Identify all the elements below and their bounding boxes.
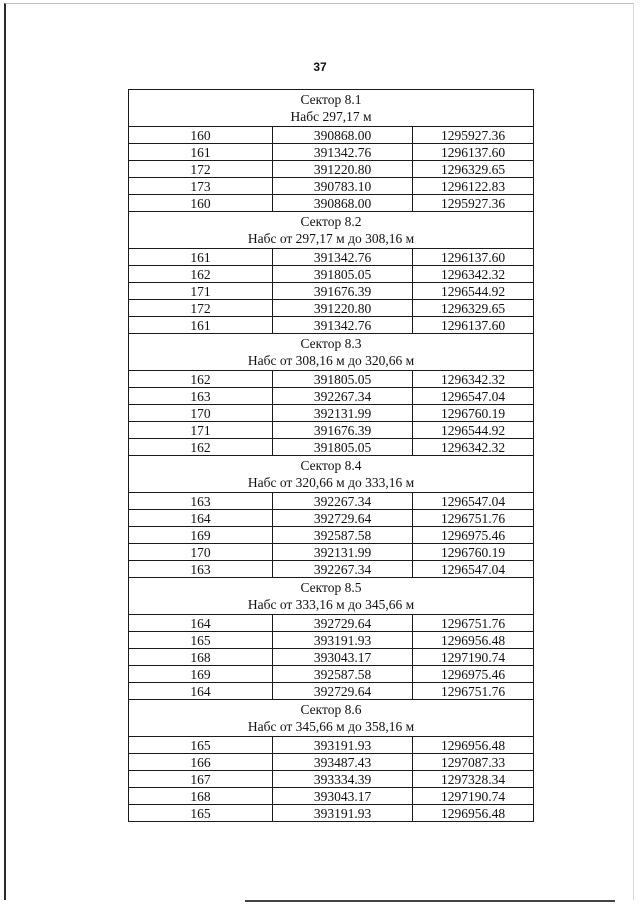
point-number-cell: 162 bbox=[129, 371, 273, 388]
point-number-cell: 169 bbox=[129, 666, 273, 683]
x-coordinate-cell: 392729.64 bbox=[273, 615, 413, 632]
sector-height-label: Набс 297,17 м bbox=[290, 109, 372, 124]
y-coordinate-cell: 1296975.46 bbox=[413, 527, 534, 544]
x-coordinate-cell: 390868.00 bbox=[273, 195, 413, 212]
sector-header-cell bbox=[129, 212, 534, 249]
x-coordinate-cell: 393334.39 bbox=[273, 771, 413, 788]
sector-height-label: Набс от 320,66 м до 333,16 м bbox=[247, 475, 415, 490]
x-coordinate-cell: 391676.39 bbox=[273, 422, 413, 439]
table-row bbox=[129, 195, 534, 212]
sector-name: Сектор 8.2 bbox=[300, 214, 362, 229]
point-number-cell: 161 bbox=[129, 317, 273, 334]
x-coordinate-cell: 391805.05 bbox=[273, 266, 413, 283]
point-number-cell: 169 bbox=[129, 527, 273, 544]
x-coordinate-cell: 392729.64 bbox=[273, 683, 413, 700]
y-coordinate-cell: 1296751.76 bbox=[413, 510, 534, 527]
table-row bbox=[129, 805, 534, 822]
table-row bbox=[129, 510, 534, 527]
table-row bbox=[129, 144, 534, 161]
y-coordinate-cell: 1296137.60 bbox=[413, 317, 534, 334]
table-row bbox=[129, 388, 534, 405]
x-coordinate-cell: 392131.99 bbox=[273, 405, 413, 422]
table-row bbox=[129, 666, 534, 683]
table-row bbox=[129, 405, 534, 422]
y-coordinate-cell: 1296956.48 bbox=[413, 737, 534, 754]
y-coordinate-cell: 1295927.36 bbox=[413, 195, 534, 212]
point-number-cell: 166 bbox=[129, 754, 273, 771]
sector-height-label: Набс от 345,66 м до 358,16 м bbox=[247, 719, 415, 734]
point-number-cell: 173 bbox=[129, 178, 273, 195]
x-coordinate-cell: 392267.34 bbox=[273, 561, 413, 578]
y-coordinate-cell: 1296956.48 bbox=[413, 805, 534, 822]
table-row bbox=[129, 266, 534, 283]
coordinates-table-body bbox=[129, 90, 534, 822]
point-number-cell: 163 bbox=[129, 388, 273, 405]
y-coordinate-cell: 1296342.32 bbox=[413, 371, 534, 388]
table-row bbox=[129, 161, 534, 178]
page-number: 37 bbox=[313, 60, 327, 74]
table-row bbox=[129, 127, 534, 144]
table-row bbox=[129, 561, 534, 578]
x-coordinate-cell: 391805.05 bbox=[273, 371, 413, 388]
x-coordinate-cell: 392267.34 bbox=[273, 388, 413, 405]
x-coordinate-cell: 393191.93 bbox=[273, 632, 413, 649]
x-coordinate-cell: 391342.76 bbox=[273, 144, 413, 161]
sector-header-cell bbox=[129, 334, 534, 371]
sector-name: Сектор 8.6 bbox=[300, 702, 362, 717]
point-number-cell: 163 bbox=[129, 493, 273, 510]
table-row bbox=[129, 249, 534, 266]
table-row bbox=[129, 632, 534, 649]
point-number-cell: 170 bbox=[129, 405, 273, 422]
y-coordinate-cell: 1296547.04 bbox=[413, 561, 534, 578]
table-row bbox=[129, 683, 534, 700]
point-number-cell: 161 bbox=[129, 249, 273, 266]
sector-header-row bbox=[129, 212, 534, 249]
point-number-cell: 172 bbox=[129, 300, 273, 317]
x-coordinate-cell: 393191.93 bbox=[273, 737, 413, 754]
y-coordinate-cell: 1297190.74 bbox=[413, 649, 534, 666]
sector-header-row bbox=[129, 334, 534, 371]
point-number-cell: 171 bbox=[129, 422, 273, 439]
sector-header-cell bbox=[129, 456, 534, 493]
point-number-cell: 164 bbox=[129, 615, 273, 632]
table-row bbox=[129, 422, 534, 439]
table-row bbox=[129, 439, 534, 456]
sector-height-label: Набс от 308,16 м до 320,66 м bbox=[247, 353, 415, 368]
table-row bbox=[129, 737, 534, 754]
point-number-cell: 165 bbox=[129, 805, 273, 822]
y-coordinate-cell: 1296751.76 bbox=[413, 615, 534, 632]
x-coordinate-cell: 391342.76 bbox=[273, 249, 413, 266]
x-coordinate-cell: 392729.64 bbox=[273, 510, 413, 527]
table-row bbox=[129, 544, 534, 561]
table-row bbox=[129, 754, 534, 771]
point-number-cell: 171 bbox=[129, 283, 273, 300]
point-number-cell: 162 bbox=[129, 439, 273, 456]
y-coordinate-cell: 1296544.92 bbox=[413, 283, 534, 300]
point-number-cell: 162 bbox=[129, 266, 273, 283]
x-coordinate-cell: 392267.34 bbox=[273, 493, 413, 510]
y-coordinate-cell: 1296137.60 bbox=[413, 144, 534, 161]
sector-name: Сектор 8.1 bbox=[300, 92, 362, 107]
y-coordinate-cell: 1297087.33 bbox=[413, 754, 534, 771]
x-coordinate-cell: 391220.80 bbox=[273, 300, 413, 317]
sector-height-label: Набс от 297,17 м до 308,16 м bbox=[247, 231, 415, 246]
coordinates-table bbox=[128, 89, 534, 822]
sector-header-row bbox=[129, 90, 534, 127]
x-coordinate-cell: 391342.76 bbox=[273, 317, 413, 334]
table-row bbox=[129, 317, 534, 334]
table-row bbox=[129, 771, 534, 788]
sector-name: Сектор 8.4 bbox=[300, 458, 362, 473]
point-number-cell: 172 bbox=[129, 161, 273, 178]
table-row bbox=[129, 527, 534, 544]
table-row bbox=[129, 493, 534, 510]
y-coordinate-cell: 1296122.83 bbox=[413, 178, 534, 195]
y-coordinate-cell: 1295927.36 bbox=[413, 127, 534, 144]
point-number-cell: 168 bbox=[129, 649, 273, 666]
bottom-rule bbox=[245, 900, 615, 902]
point-number-cell: 160 bbox=[129, 127, 273, 144]
point-number-cell: 161 bbox=[129, 144, 273, 161]
table-row bbox=[129, 649, 534, 666]
x-coordinate-cell: 391805.05 bbox=[273, 439, 413, 456]
sector-height-label: Набс от 333,16 м до 345,66 м bbox=[247, 597, 415, 612]
y-coordinate-cell: 1296956.48 bbox=[413, 632, 534, 649]
y-coordinate-cell: 1296547.04 bbox=[413, 493, 534, 510]
point-number-cell: 165 bbox=[129, 737, 273, 754]
point-number-cell: 167 bbox=[129, 771, 273, 788]
sector-header-cell bbox=[129, 700, 534, 737]
y-coordinate-cell: 1296760.19 bbox=[413, 405, 534, 422]
x-coordinate-cell: 391220.80 bbox=[273, 161, 413, 178]
table-row bbox=[129, 178, 534, 195]
x-coordinate-cell: 391676.39 bbox=[273, 283, 413, 300]
x-coordinate-cell: 390783.10 bbox=[273, 178, 413, 195]
y-coordinate-cell: 1296544.92 bbox=[413, 422, 534, 439]
sector-header-row bbox=[129, 578, 534, 615]
table-row bbox=[129, 300, 534, 317]
sector-header-row bbox=[129, 456, 534, 493]
y-coordinate-cell: 1296342.32 bbox=[413, 439, 534, 456]
sector-header-row bbox=[129, 700, 534, 737]
y-coordinate-cell: 1296342.32 bbox=[413, 266, 534, 283]
sector-header-cell bbox=[129, 90, 534, 127]
x-coordinate-cell: 393487.43 bbox=[273, 754, 413, 771]
point-number-cell: 164 bbox=[129, 510, 273, 527]
point-number-cell: 164 bbox=[129, 683, 273, 700]
point-number-cell: 165 bbox=[129, 632, 273, 649]
table-row bbox=[129, 615, 534, 632]
x-coordinate-cell: 392587.58 bbox=[273, 666, 413, 683]
y-coordinate-cell: 1296751.76 bbox=[413, 683, 534, 700]
x-coordinate-cell: 390868.00 bbox=[273, 127, 413, 144]
table-row bbox=[129, 283, 534, 300]
y-coordinate-cell: 1297190.74 bbox=[413, 788, 534, 805]
y-coordinate-cell: 1297328.34 bbox=[413, 771, 534, 788]
y-coordinate-cell: 1296760.19 bbox=[413, 544, 534, 561]
table-row bbox=[129, 788, 534, 805]
table-row bbox=[129, 371, 534, 388]
x-coordinate-cell: 393043.17 bbox=[273, 788, 413, 805]
x-coordinate-cell: 393191.93 bbox=[273, 805, 413, 822]
sector-header-cell bbox=[129, 578, 534, 615]
y-coordinate-cell: 1296547.04 bbox=[413, 388, 534, 405]
y-coordinate-cell: 1296975.46 bbox=[413, 666, 534, 683]
point-number-cell: 163 bbox=[129, 561, 273, 578]
y-coordinate-cell: 1296329.65 bbox=[413, 161, 534, 178]
x-coordinate-cell: 392587.58 bbox=[273, 527, 413, 544]
point-number-cell: 160 bbox=[129, 195, 273, 212]
sector-name: Сектор 8.3 bbox=[300, 336, 362, 351]
x-coordinate-cell: 392131.99 bbox=[273, 544, 413, 561]
y-coordinate-cell: 1296329.65 bbox=[413, 300, 534, 317]
sector-name: Сектор 8.5 bbox=[300, 580, 362, 595]
point-number-cell: 168 bbox=[129, 788, 273, 805]
point-number-cell: 170 bbox=[129, 544, 273, 561]
y-coordinate-cell: 1296137.60 bbox=[413, 249, 534, 266]
x-coordinate-cell: 393043.17 bbox=[273, 649, 413, 666]
